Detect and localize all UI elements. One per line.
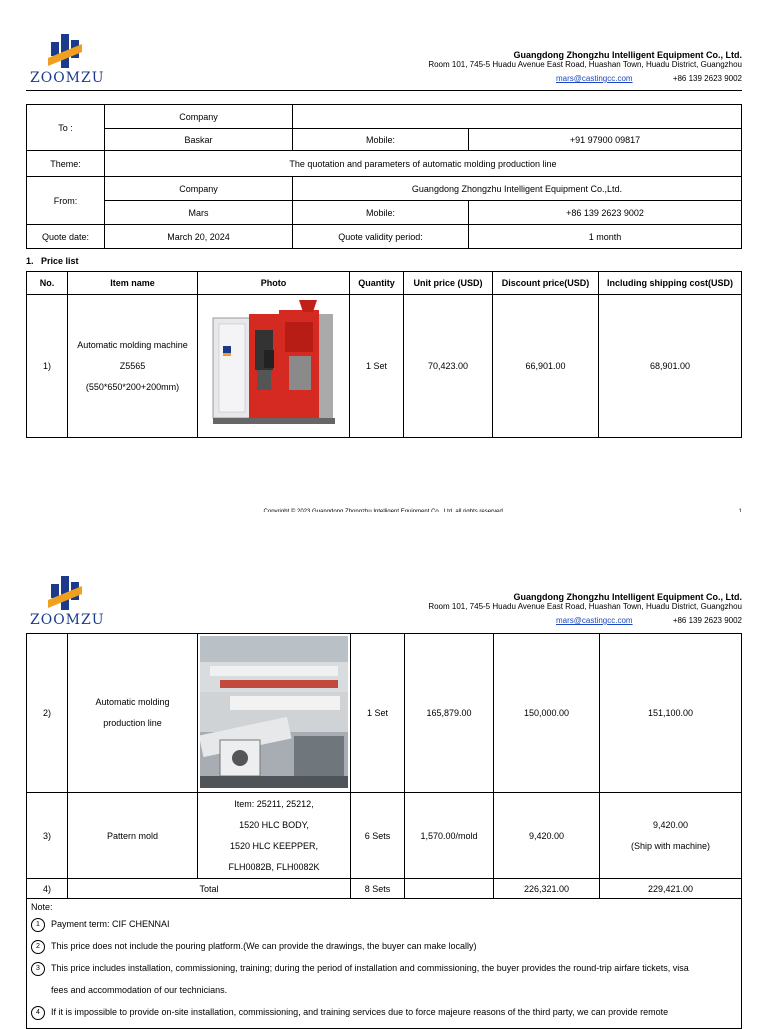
note-3 <box>31 957 737 979</box>
note-2-text: This price does not include the pouring platform.(We can provide the drawings, the buyer can make locally) <box>51 941 477 951</box>
email-link[interactable]: mars@castingcc.com <box>555 74 633 83</box>
to-name: Baskar <box>105 129 293 151</box>
molding-machine-image <box>209 300 339 430</box>
row2-qty: 1 Set <box>351 634 405 793</box>
phone-number: +86 139 2623 9002 <box>672 74 742 83</box>
row3-qty: 6 Sets <box>351 793 405 879</box>
page-1 <box>0 0 768 512</box>
row2-unit-price: 165,879.00 <box>405 634 494 793</box>
table-row <box>27 793 742 879</box>
from-company-label: Company <box>105 177 293 201</box>
row3-item-line3: 1520 HLC KEEPPER, <box>229 840 319 851</box>
row1-name-line1: Automatic molding machine <box>77 339 188 350</box>
quote-date: March 20, 2024 <box>105 225 293 249</box>
company-address: Room 101, 745-5 Huadu Avenue East Road, Huashan Town, Huadu District, Guangzhou <box>428 60 742 69</box>
price-list-title: 1. Price list <box>26 256 79 266</box>
row3-shipping-line1: 9,420.00 <box>652 819 689 830</box>
company-address: Room 101, 745-5 Huadu Avenue East Road, Huashan Town, Huadu District, Guangzhou <box>428 602 742 611</box>
table-row-total <box>27 879 742 899</box>
note-3-text: This price includes installation, commissioning, training; during the period of installation and commissioning, the buyer provides the round-trip airfare tickets, visa <box>51 963 689 973</box>
notes-row <box>27 899 742 1029</box>
row1-qty: 1 Set <box>350 295 404 438</box>
from-mobile: +86 139 2623 9002 <box>469 201 742 225</box>
company-header <box>428 592 742 626</box>
total-label: Total <box>68 879 351 899</box>
production-line-image <box>200 636 348 788</box>
row3-items <box>198 793 351 879</box>
zoomzu-logo-icon <box>48 32 84 70</box>
email-link[interactable]: mars@castingcc.com <box>555 616 633 625</box>
to-label: To : <box>27 105 105 151</box>
info-table <box>26 104 742 249</box>
row1-discount-price: 66,901.00 <box>493 295 599 438</box>
to-mobile: +91 97900 09817 <box>469 129 742 151</box>
validity-value: 1 month <box>469 225 742 249</box>
company-name: Guangdong Zhongzhu Intelligent Equipment Co., Ltd. <box>513 50 742 60</box>
validity-label: Quote validity period: <box>293 225 469 249</box>
row3-no: 3) <box>27 793 68 879</box>
phone-number: +86 139 2623 9002 <box>672 616 742 625</box>
col-unit-price: Unit price (USD) <box>404 272 493 295</box>
total-qty: 8 Sets <box>351 879 405 899</box>
note-1 <box>31 913 737 935</box>
col-shipping-cost: Including shipping cost(USD) <box>599 272 742 295</box>
from-name: Mars <box>105 201 293 225</box>
total-discount-price: 226,321.00 <box>494 879 600 899</box>
row3-item-line1: Item: 25211, 25212, <box>234 798 314 809</box>
contact-line <box>428 74 742 84</box>
note-3-number: 3 <box>31 962 45 976</box>
row1-photo <box>198 295 350 438</box>
col-discount-price: Discount price(USD) <box>493 272 599 295</box>
row3-item-name: Pattern mold <box>68 793 198 879</box>
from-mobile-label: Mobile: <box>293 201 469 225</box>
row3-item-line2: 1520 HLC BODY, <box>239 819 309 830</box>
company-name: Guangdong Zhongzhu Intelligent Equipment Co., Ltd. <box>513 592 742 602</box>
notes-cell <box>27 899 742 1029</box>
row4-no: 4) <box>27 879 68 899</box>
note-1-number: 1 <box>31 918 45 932</box>
price-table-2 <box>26 633 742 1029</box>
table-row <box>27 634 742 793</box>
total-unit-price <box>405 879 494 899</box>
theme-value: The quotation and parameters of automatic molding production line <box>105 151 742 177</box>
row2-photo <box>198 634 351 793</box>
from-company: Guangdong Zhongzhu Intelligent Equipment Co.,Ltd. <box>293 177 742 201</box>
note-2-number: 2 <box>31 940 45 954</box>
col-quantity: Quantity <box>350 272 404 295</box>
note-1-text: Payment term: CIF CHENNAI <box>51 919 170 929</box>
col-photo: Photo <box>198 272 350 295</box>
page-2 <box>0 512 768 1024</box>
header-rule <box>26 90 742 91</box>
total-shipping-cost: 229,421.00 <box>600 879 742 899</box>
col-item-name: Item name <box>68 272 198 295</box>
note-3-continued: fees and accommodation of our technicians. <box>51 985 228 995</box>
row2-item-name <box>68 634 198 793</box>
notes-title: Note: <box>31 902 53 912</box>
note-4 <box>31 1001 737 1023</box>
row3-item-line4: FLH0082B, FLH0082K <box>228 861 320 872</box>
row2-shipping-cost: 151,100.00 <box>600 634 742 793</box>
row1-item-name <box>68 295 198 438</box>
row3-shipping-cost <box>600 793 742 879</box>
row2-no: 2) <box>27 634 68 793</box>
company-logo <box>30 32 105 86</box>
row2-name-line2: production line <box>103 718 162 728</box>
row1-shipping-cost: 68,901.00 <box>599 295 742 438</box>
note-4-text: If it is impossible to provide on-site installation, commissioning, and training services due to force majeure reasons of the third party, we can provide remote <box>51 1007 669 1017</box>
to-mobile-label: Mobile: <box>293 129 469 151</box>
note-2 <box>31 935 737 957</box>
row1-no: 1) <box>27 295 68 438</box>
to-company-value <box>293 105 742 129</box>
row1-name-line3: (550*650*200+200mm) <box>85 381 180 392</box>
row3-discount-price: 9,420.00 <box>494 793 600 879</box>
price-table-1 <box>26 271 742 438</box>
table-row <box>27 295 742 438</box>
row1-name-line2: Z5565 <box>119 360 146 371</box>
company-logo <box>30 574 105 628</box>
company-header <box>428 50 742 84</box>
logo-text: ZOOMZU <box>30 612 105 628</box>
to-company-label: Company <box>105 105 293 129</box>
row2-discount-price: 150,000.00 <box>494 634 600 793</box>
row3-unit-price: 1,570.00/mold <box>405 793 494 879</box>
contact-line <box>428 616 742 626</box>
logo-text: ZOOMZU <box>30 70 105 86</box>
zoomzu-logo-icon <box>48 574 84 612</box>
note-4-number: 4 <box>31 1006 45 1020</box>
from-label: From: <box>27 177 105 225</box>
theme-label: Theme: <box>27 151 105 177</box>
row1-unit-price: 70,423.00 <box>404 295 493 438</box>
quote-date-label: Quote date: <box>27 225 105 249</box>
row2-name-line1: Automatic molding <box>95 697 170 707</box>
col-no: No. <box>27 272 68 295</box>
row3-shipping-line2: (Ship with machine) <box>630 840 711 851</box>
